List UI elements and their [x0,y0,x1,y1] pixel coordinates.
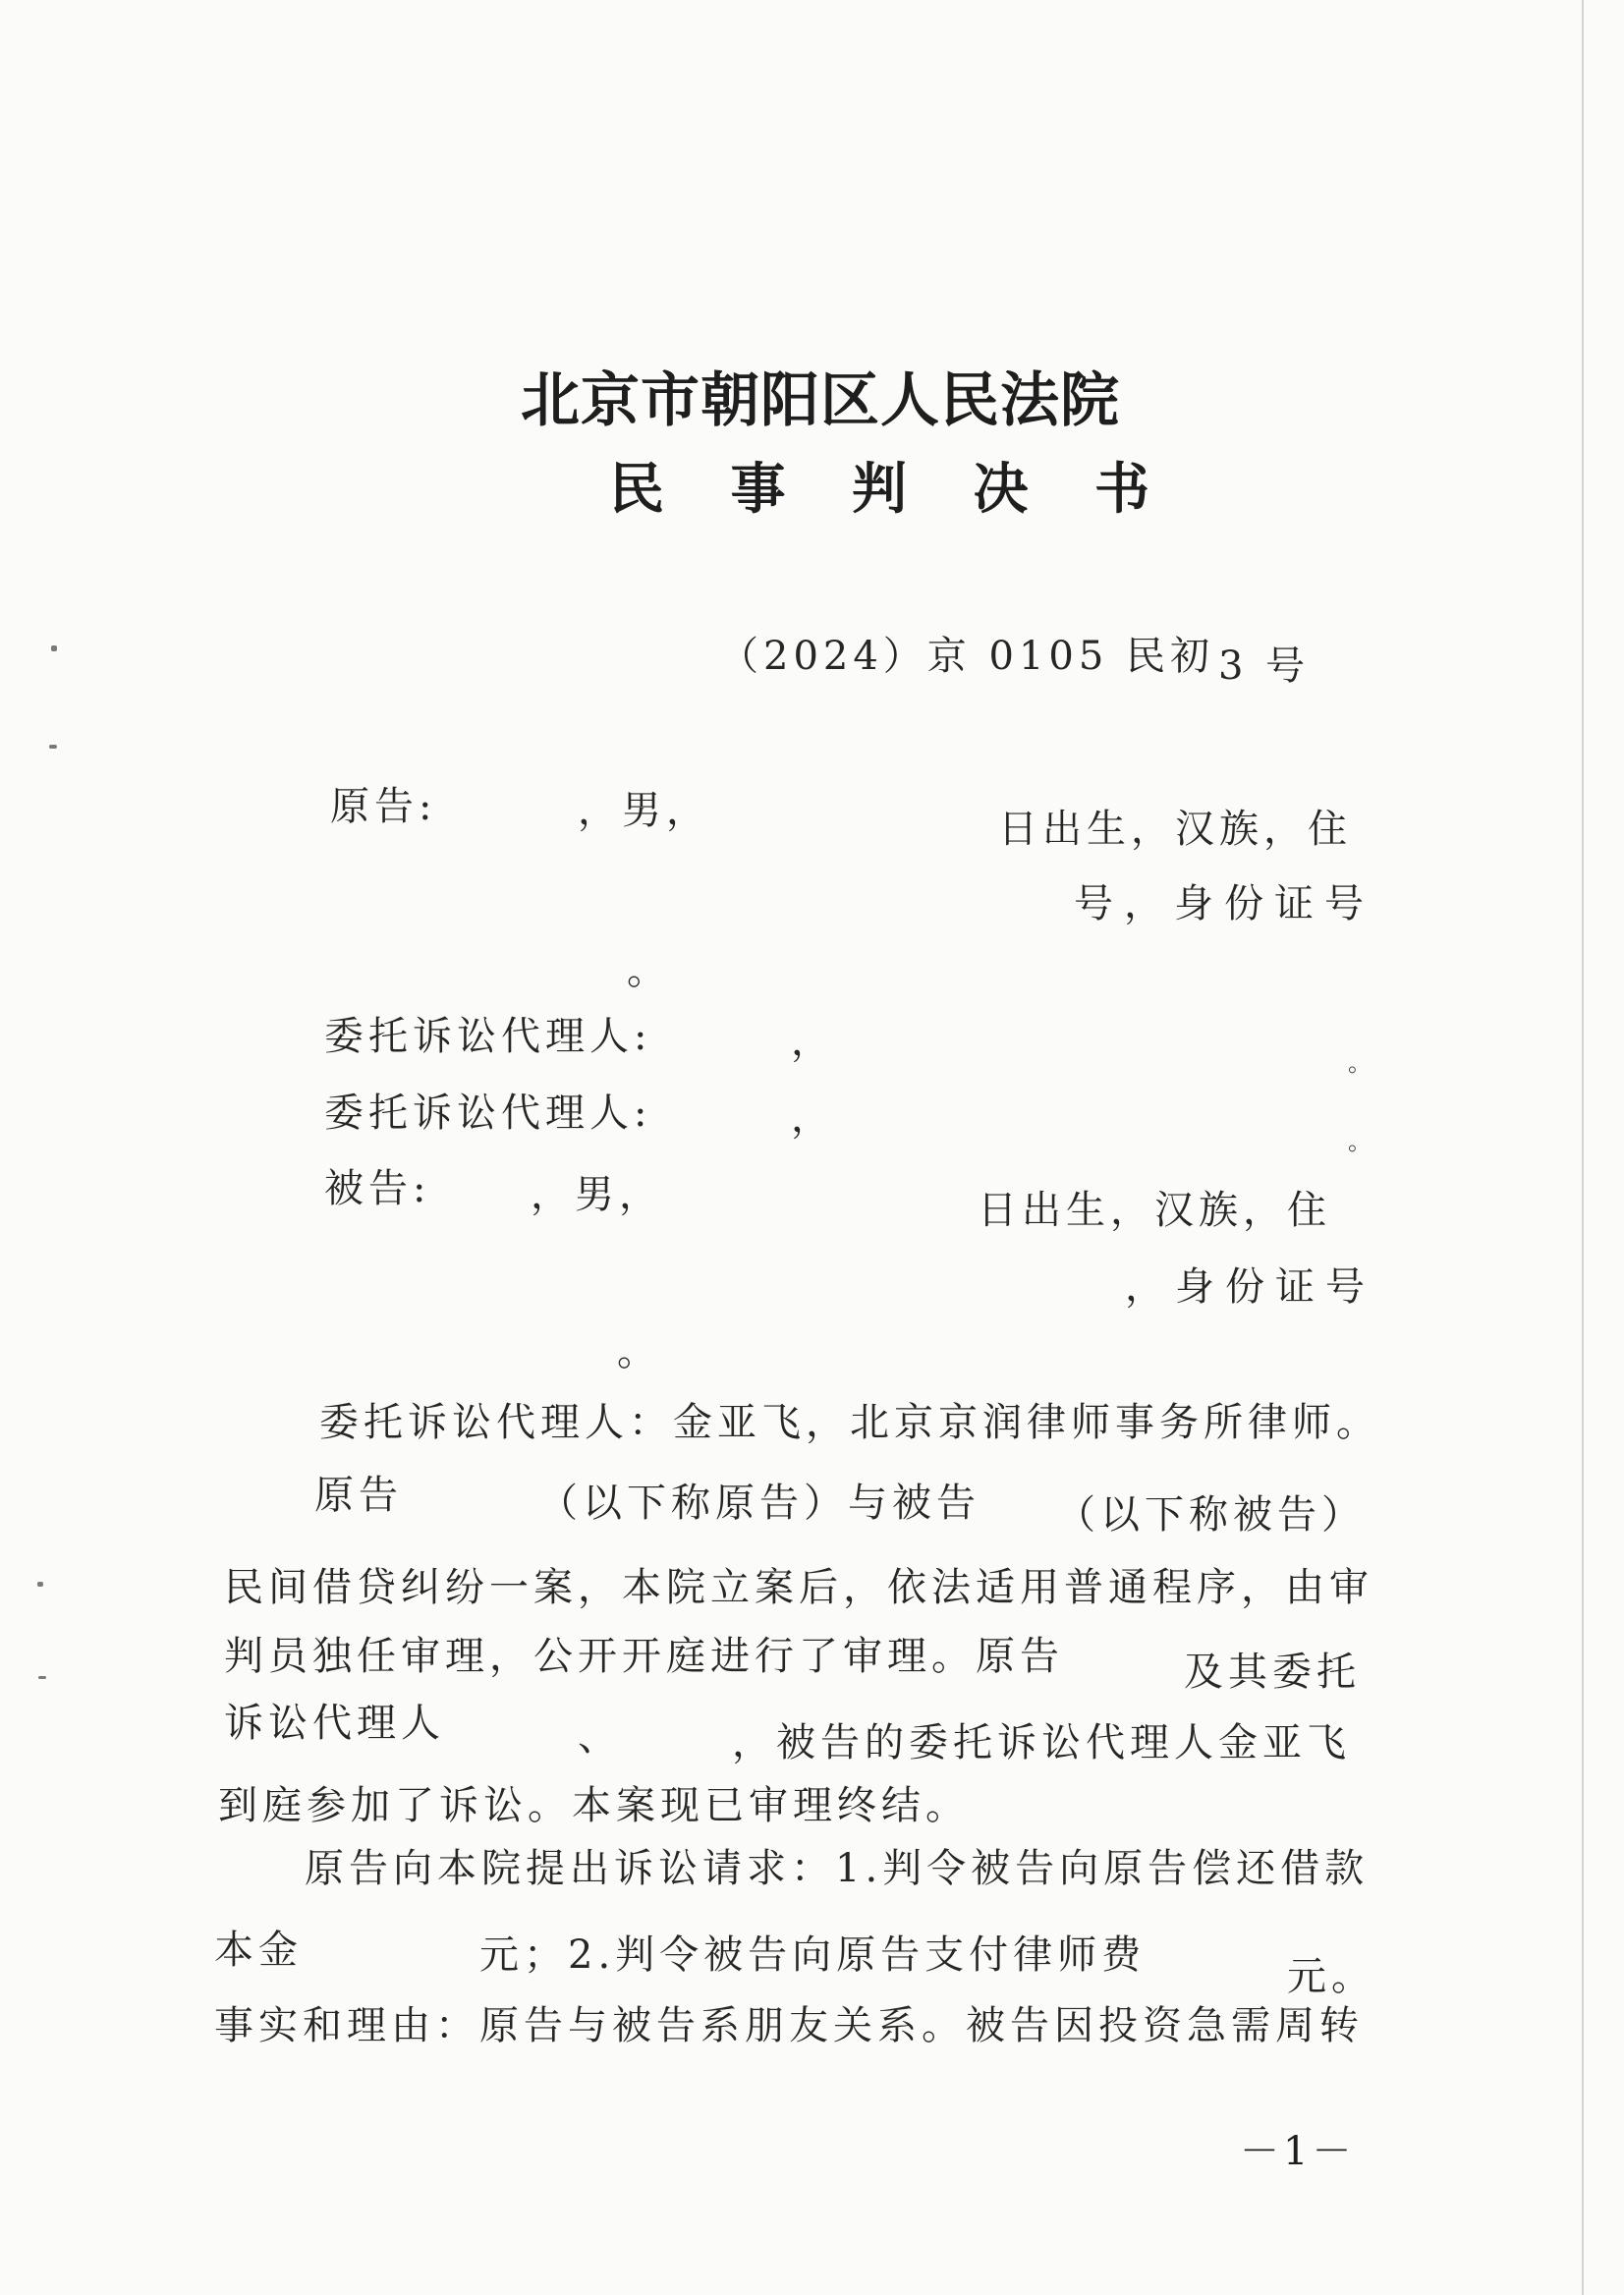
plaintiff-agent2-label: 委托诉讼代理人: [324,1091,652,1136]
plaintiff-end: 。 [627,948,671,993]
para2-line1: 原告向本院提出诉讼请求：1.判令被告向原告偿还借款 [305,1846,1370,1891]
para2-line2-b: 元；2.判令被告向原告支付律师费 [479,1932,1147,1978]
para2-line2-a: 本金 [214,1928,303,1973]
court-title: 北京市朝阳区人民法院 [521,366,1120,435]
plaintiff-agent-label: 委托诉讼代理人: [324,1014,652,1059]
para1-line4-b: 、 [578,1714,622,1760]
plaintiff-agent-mark: ， [791,1019,835,1064]
defendant-id: ，身份证号 [1125,1264,1375,1310]
para1-line1-b: （以下称原告）与被告 [538,1481,980,1526]
scan-edge-line [1582,0,1584,2295]
scan-speck [37,1582,43,1587]
plaintiff-birth: 日出生，汉族，住 [998,807,1352,852]
plaintiff-agent-end: 。 [1348,1049,1376,1077]
scan-speck [51,645,57,651]
plaintiff-agent2-end: 。 [1348,1128,1376,1155]
plaintiff-gender: ，男， [578,788,710,833]
case-number: （2024）京 0105 民初 [719,634,1215,679]
defendant-label: 被告: [324,1166,431,1211]
para1-line1-c: （以下称被告） [1056,1492,1366,1538]
plaintiff-label: 原告: [330,784,437,829]
page-number: －1－ [1240,2129,1356,2174]
para1-line5: 到庭参加了诉讼。本案现已审理终结。 [218,1783,970,1828]
defendant-end: 。 [617,1329,661,1374]
defendant-birth: 日出生，汉族，住 [978,1188,1331,1233]
defendant-agent: 委托诉讼代理人：金亚飞，北京京润律师事务所律师。 [319,1400,1380,1445]
para1-line1-a: 原告 [314,1473,403,1518]
para1-line4-a: 诉讼代理人 [224,1701,445,1746]
para1-line2: 民间借贷纠纷一案，本院立案后，依法适用普通程序，由审 [224,1565,1373,1610]
defendant-gender: ，男， [531,1172,663,1217]
para2-line2-c: 元。 [1287,1954,1375,1999]
plaintiff-id: 号，身份证号 [1074,881,1374,926]
para2-line3: 事实和理由：原告与被告系朋友关系。被告因投资急需周转 [214,2003,1364,2048]
plaintiff-agent2-mark: ， [791,1095,835,1141]
para1-line3-a: 判员独任审理，公开开庭进行了审理。原告 [224,1634,1064,1679]
document-type-title: 民 事 判 决 书 [609,457,1173,522]
para1-line3-b: 及其委托 [1184,1650,1361,1695]
scan-speck [38,1676,46,1679]
scan-speck [49,745,57,749]
para1-line4-c: ，被告的委托诉讼代理人金亚飞 [732,1720,1351,1765]
case-number-suffix: 3 号 [1218,644,1311,689]
